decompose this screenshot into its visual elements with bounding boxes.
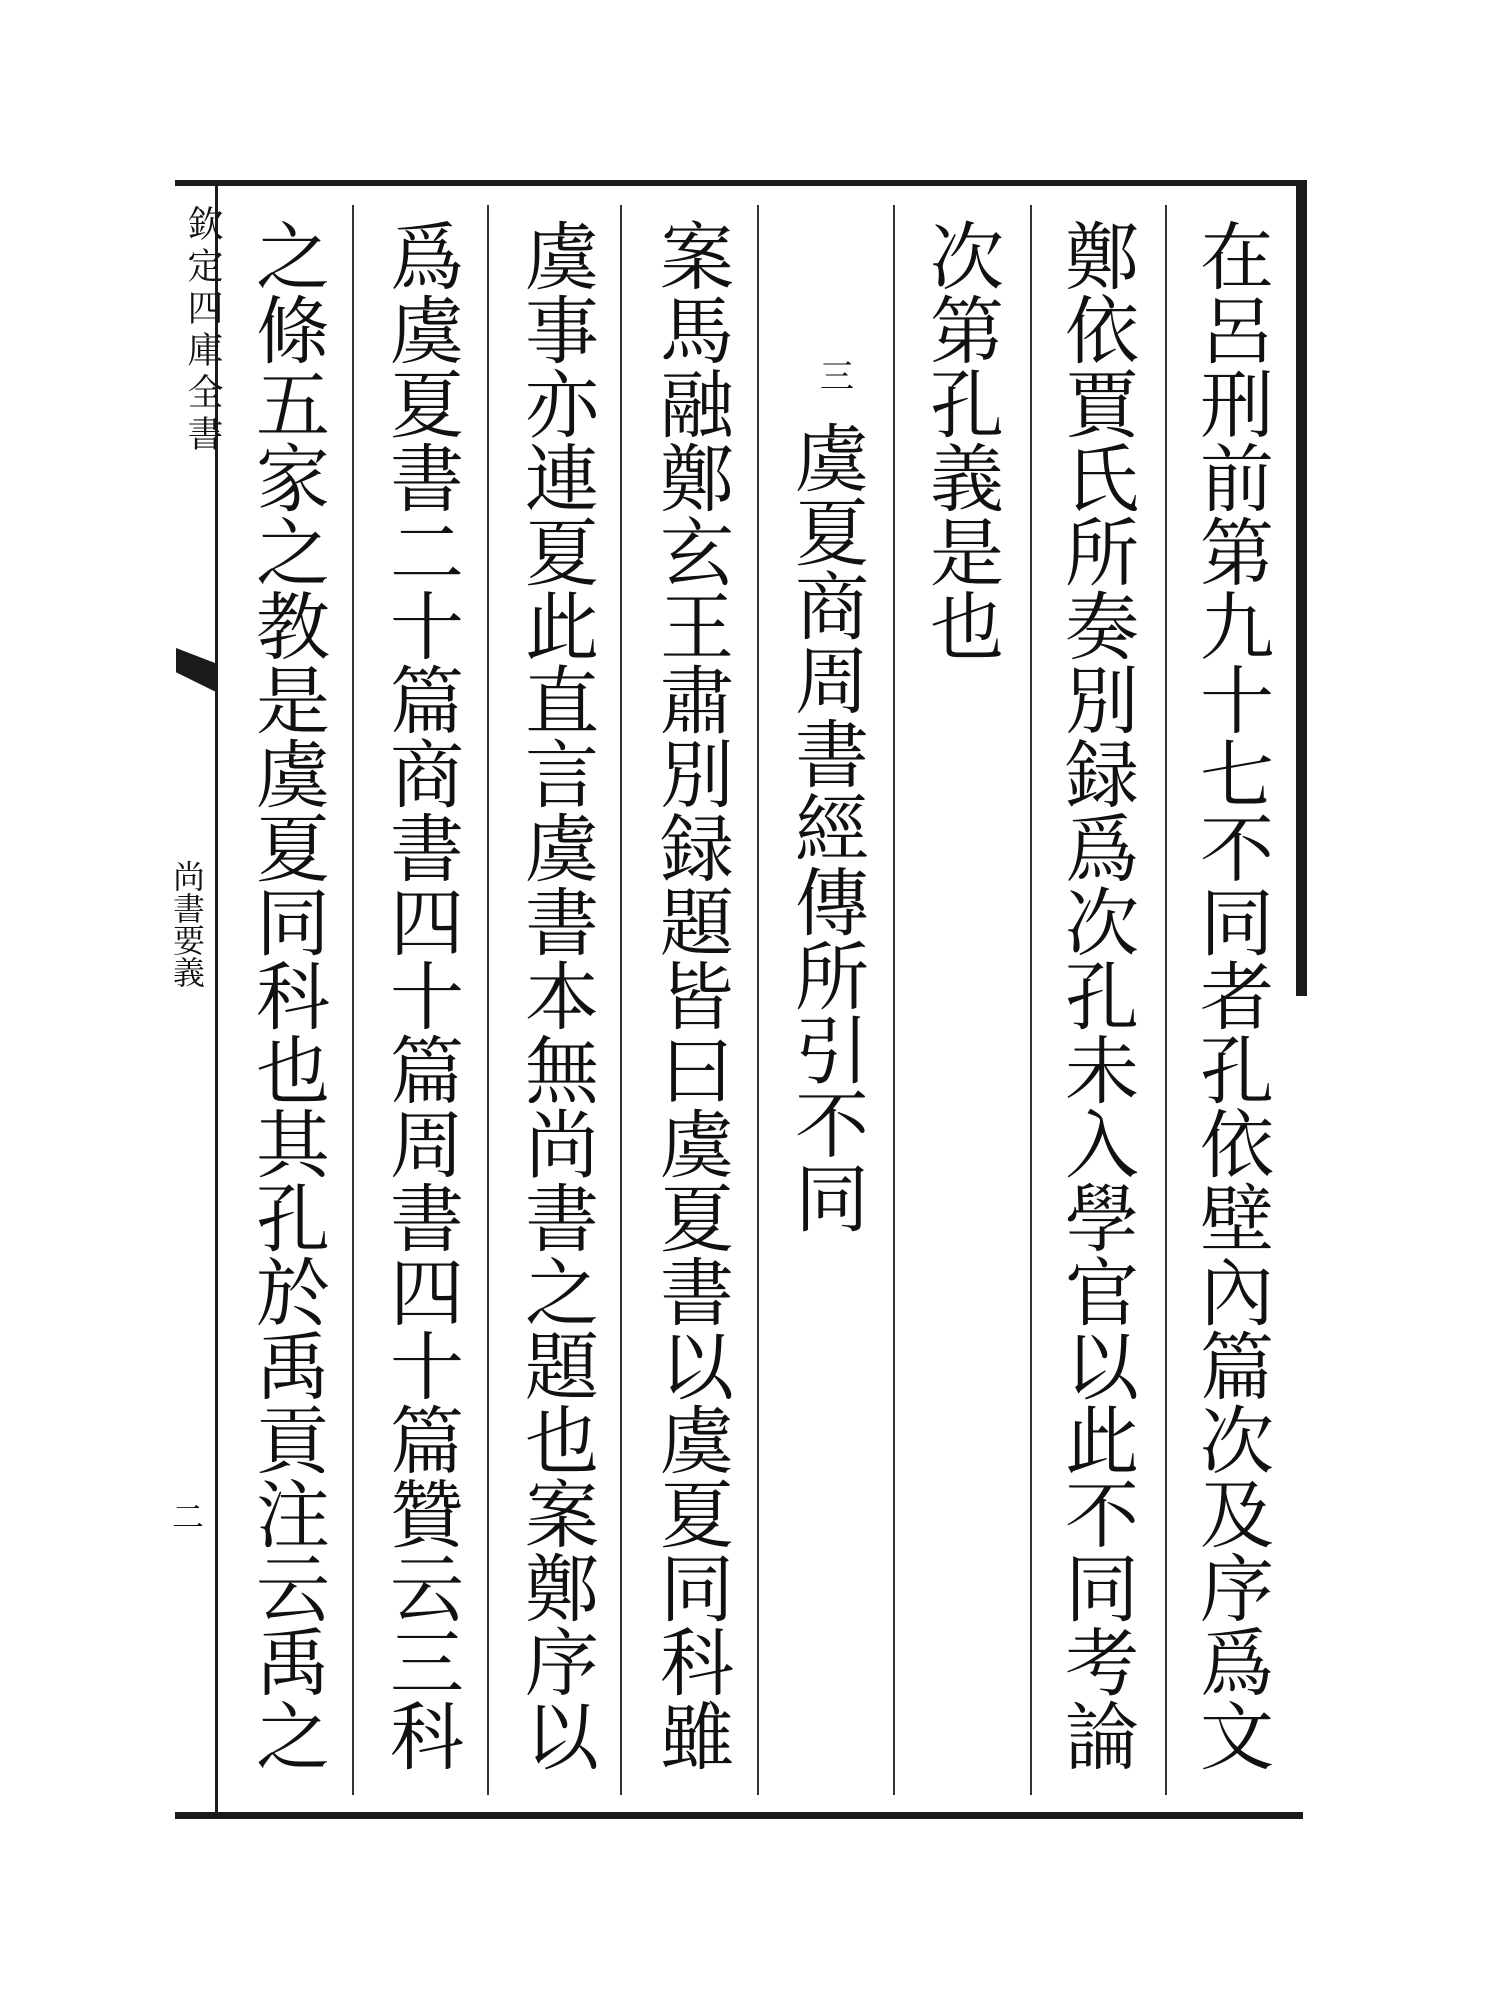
text-column-2: 鄭依賈氏所奏別録爲次孔未入學官以此不同考論: [1053, 218, 1139, 1772]
text-column-7: 虞事亦連夏此直言虞書本無尚書之題也案鄭序以: [513, 218, 599, 1772]
text-column-6: 案馬融鄭玄王肅別録題皆曰虞夏書以虞夏同科雖: [648, 218, 734, 1772]
text-column-8: 爲虞夏書二十篇商書四十篇周書四十篇贊云三科: [378, 218, 464, 1772]
section-number: 三: [820, 357, 854, 397]
fish-tail-mark: [176, 648, 216, 692]
column-rule: [1165, 205, 1167, 1795]
column-rule: [893, 205, 895, 1795]
column-rule: [487, 205, 489, 1795]
text-column-9: 之條五家之教是虞夏同科也其孔於禹貢注云禹之: [244, 218, 330, 1772]
frame-top-rule: [175, 180, 1303, 186]
page-number: 二: [172, 1498, 205, 1536]
column-rule: [352, 205, 354, 1795]
column-rule: [757, 205, 759, 1795]
section-heading: 虞夏商周書經傳所引不同: [783, 420, 869, 1234]
column-rule: [620, 205, 622, 1795]
frame-right-border: [1296, 180, 1307, 996]
series-title: 欽定四庫全書: [182, 205, 223, 457]
text-column-3: 次第孔義是也: [918, 218, 1004, 662]
frame-bottom-rule: [175, 1812, 1303, 1819]
column-rule: [1030, 205, 1032, 1795]
book-title: 尚書要義: [168, 860, 206, 988]
text-column-1: 在呂刑前第九十七不同者孔依壁內篇次及序爲文: [1188, 218, 1274, 1772]
